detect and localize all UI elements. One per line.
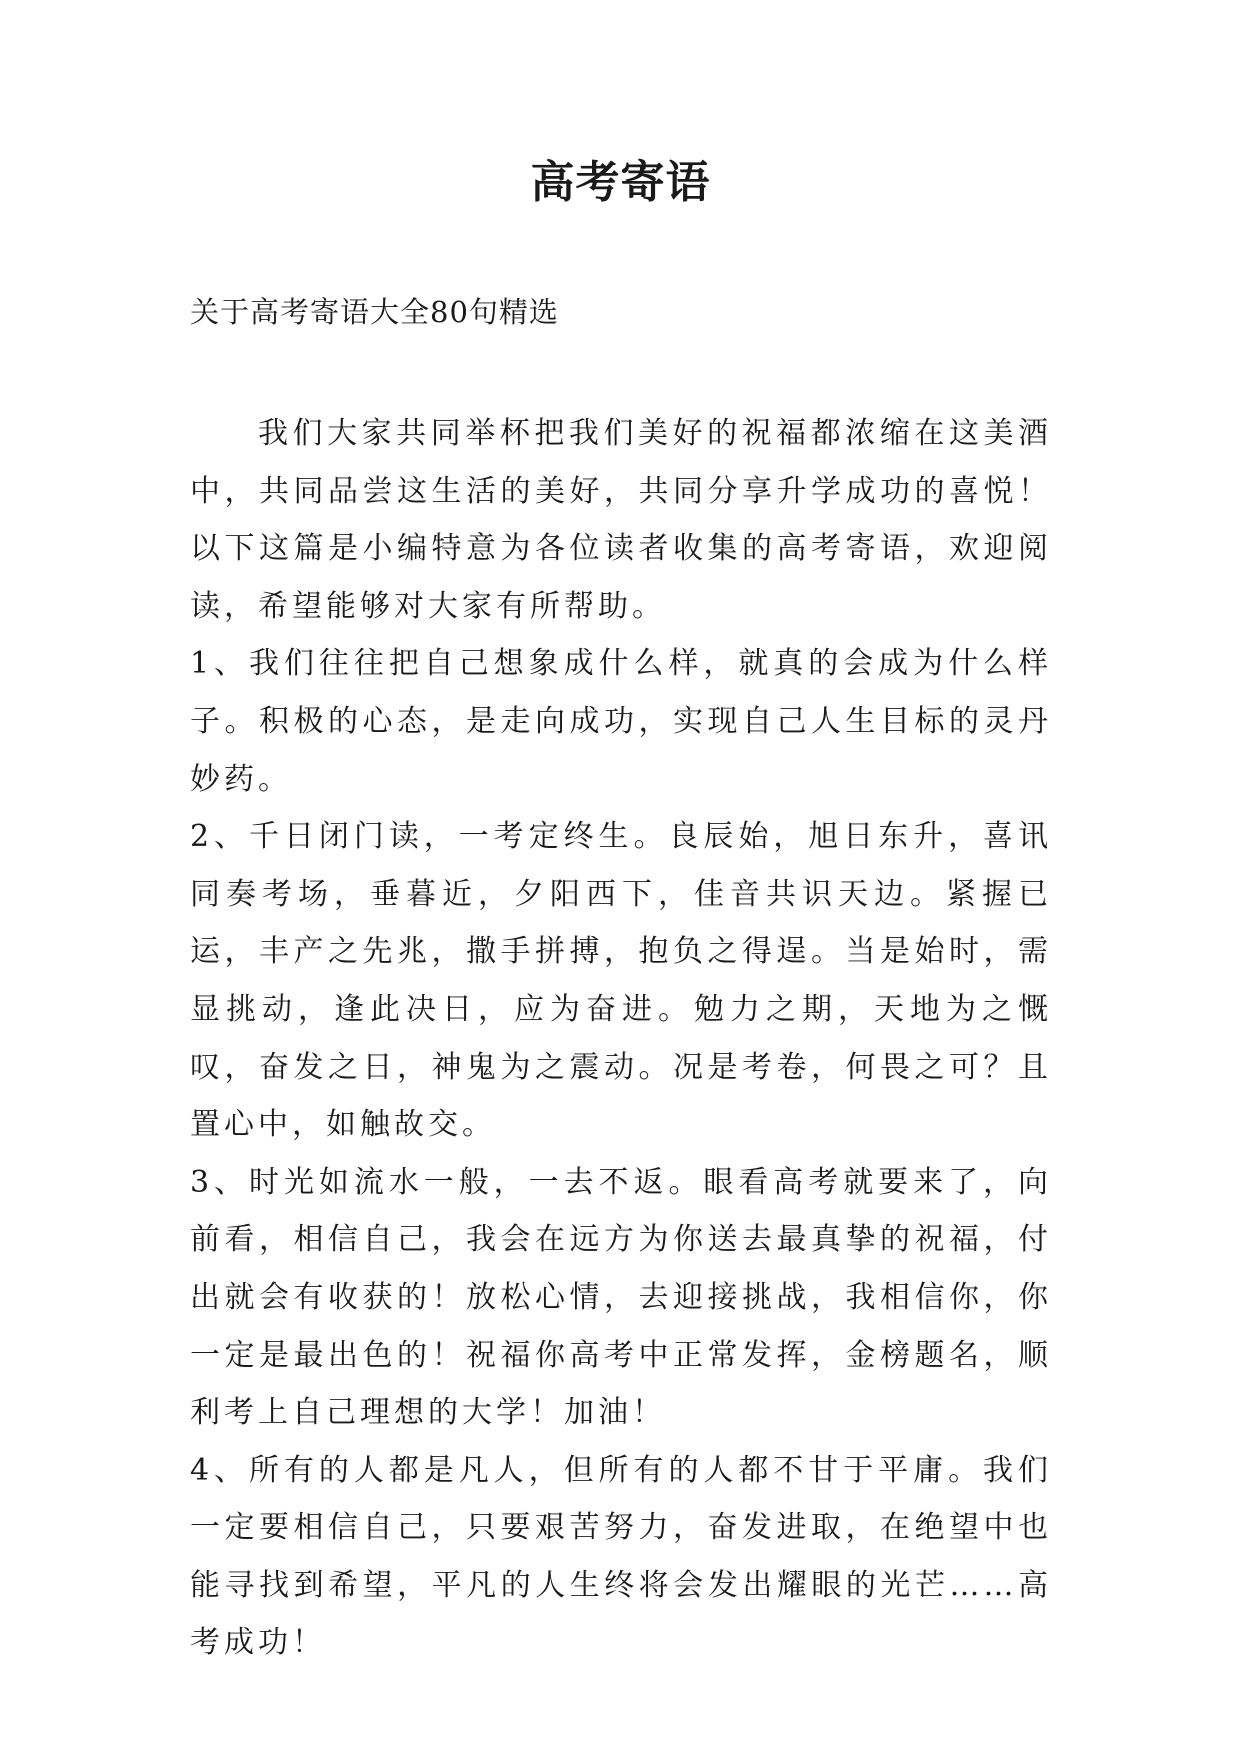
- document-title: 高考寄语: [530, 157, 711, 208]
- intro-paragraph: 我们大家共同举杯把我们美好的祝福都浓缩在这美酒中，共同品尝这生活的美好，共同分享升学成功的喜悦！以下这篇是小编特意为各位读者收集的高考寄语，欢迎阅读，希望能够对大家有所帮助。: [190, 416, 1052, 624]
- list-item: 3、时光如流水一般，一去不返。眼看高考就要来了，向前看，相信自己，我会在远方为你送去最真挚的祝福，付出就会有收获的！放松心情，去迎接挑战，我相信你，你一定是最出色的！祝福你高考中正常发挥，金榜题名，顺利考上自己理想的大学！加油！: [190, 1164, 1052, 1431]
- list-item: 4、所有的人都是凡人，但所有的人都不甘于平庸。我们一定要相信自己，只要艰苦努力，奋发进取，在绝望中也能寻找到希望，平凡的人生终将会发出耀眼的光芒……高考成功！: [190, 1452, 1052, 1661]
- document-body: [190, 405, 1052, 1672]
- list-item: 2、千日闭门读，一考定终生。良辰始，旭日东升，喜讯同奏考场，垂暮近，夕阳西下，佳音共识天边。紧握已运，丰产之先兆，撒手拼搏，抱负之得逞。当是始时，需显挑动，逢此决日，应为奋进。勉力之期，天地为之慨叹，奋发之日，神鬼为之震动。况是考卷，何畏之可？且置心中，如触故交。: [190, 819, 1052, 1143]
- list-item: 1、我们往往把自己想象成什么样，就真的会成为什么样子。积极的心态，是走向成功，实现自己人生目标的灵丹妙药。: [190, 646, 1052, 797]
- document-subtitle: 关于高考寄语大全80句精选: [190, 295, 559, 329]
